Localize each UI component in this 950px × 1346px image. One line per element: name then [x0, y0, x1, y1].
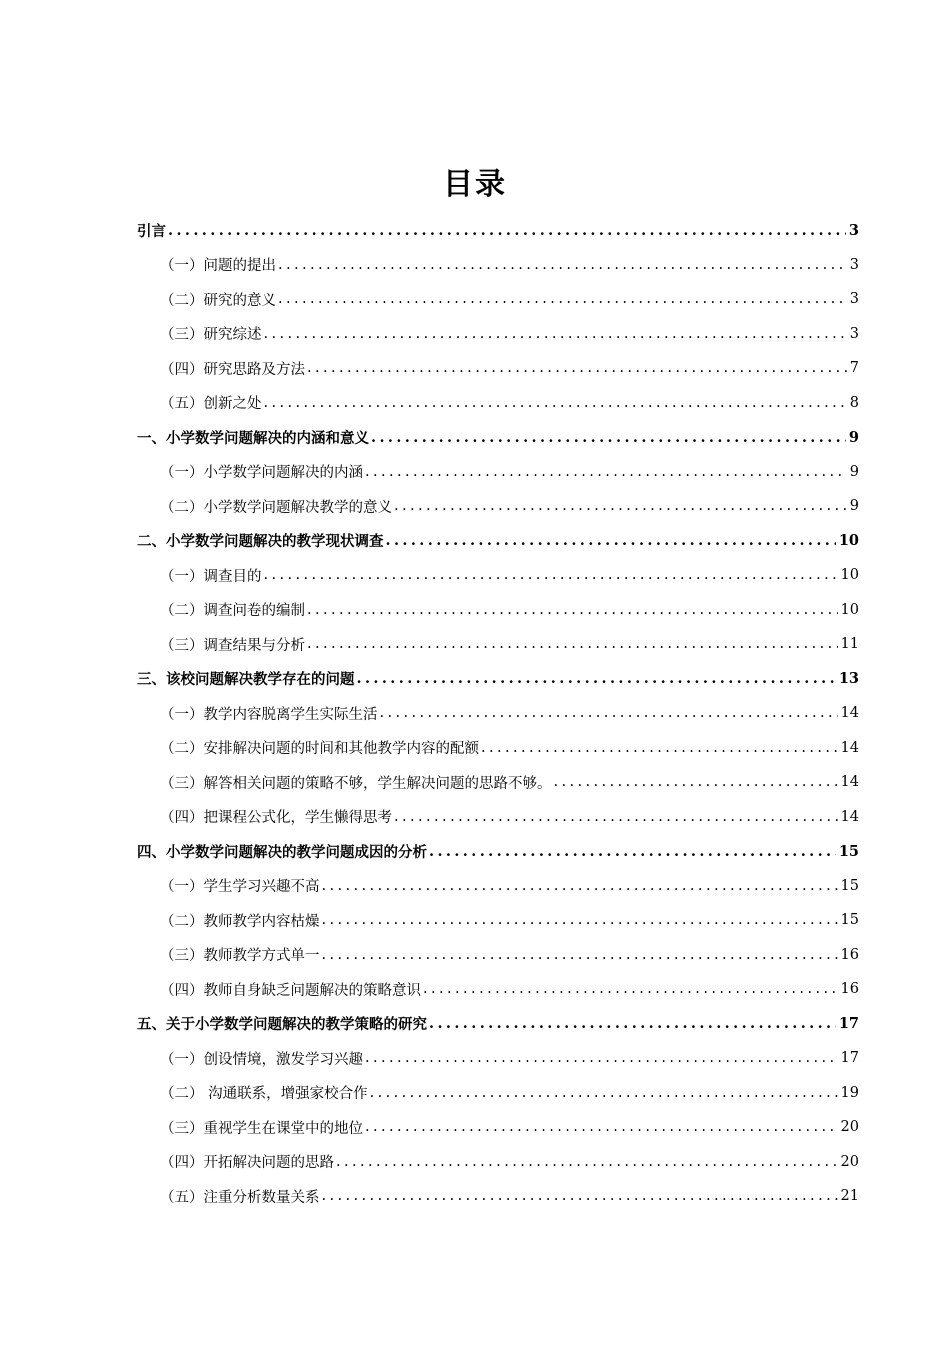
toc-entry-page-number: 9 [848, 428, 859, 446]
toc-entry-label: （二）调查问卷的编制 [160, 603, 305, 620]
toc-entry-label: 三、该校问题解决教学存在的问题 [137, 671, 355, 689]
toc-entry-page-number: 15 [838, 842, 859, 860]
toc-dot-leader [365, 1050, 838, 1066]
toc-section-entry[interactable] [0, 1145, 859, 1180]
toc-entry-page-number: 8 [849, 394, 859, 411]
toc-entry-page-number: 3 [849, 291, 859, 308]
toc-entry-label: （二） 沟通联系，增强家校合作 [160, 1086, 368, 1103]
toc-chapter-entry[interactable] [0, 834, 859, 869]
toc-entry-page-number: 10 [838, 532, 859, 550]
toc-dot-leader [386, 532, 836, 549]
toc-dot-leader [264, 326, 847, 342]
toc-entry-label: （三）研究综述 [160, 327, 262, 344]
toc-entry-label: （二）小学数学问题解决教学的意义 [160, 499, 392, 516]
toc-entry-page-number: 14 [840, 774, 859, 791]
toc-entry-label: 四、小学数学问题解决的教学问题成因的分析 [137, 843, 427, 861]
toc-entry-label: （二）教师教学内容枯燥 [160, 913, 320, 930]
toc-entry-label: 引言 [137, 222, 166, 240]
toc-entry-page-number: 16 [840, 946, 859, 963]
toc-entry-page-number: 16 [840, 981, 859, 998]
toc-entry-label: （一）教学内容脱离学生实际生活 [160, 706, 378, 723]
toc-section-entry[interactable] [0, 1179, 859, 1214]
toc-entry-page-number: 10 [840, 567, 859, 584]
toc-section-entry[interactable] [0, 386, 859, 421]
toc-entry-page-number: 21 [840, 1188, 859, 1205]
toc-entry-page-number: 14 [840, 808, 859, 825]
toc-section-entry[interactable] [0, 972, 859, 1007]
toc-entry-label: （一）调查目的 [160, 568, 262, 585]
toc-chapter-entry[interactable] [0, 213, 859, 248]
toc-entry-label: （四）教师自身缺乏问题解决的策略意识 [160, 982, 421, 999]
toc-entry-page-number: 19 [840, 1084, 859, 1101]
toc-section-entry[interactable] [0, 696, 859, 731]
toc-section-entry[interactable] [0, 558, 859, 593]
toc-entry-label: （五）创新之处 [160, 396, 262, 413]
toc-entry-label: （三）教师教学方式单一 [160, 948, 320, 965]
toc-section-entry[interactable] [0, 282, 859, 317]
toc-dot-leader [365, 1119, 838, 1135]
toc-chapter-entry[interactable] [0, 420, 859, 455]
toc-section-entry[interactable] [0, 317, 859, 352]
toc-entry-page-number: 17 [840, 1050, 859, 1067]
toc-dot-leader [554, 774, 838, 790]
toc-entry-label: （一）学生学习兴趣不高 [160, 879, 320, 896]
toc-dot-leader [370, 1085, 838, 1101]
toc-section-entry[interactable] [0, 489, 859, 524]
toc-dot-leader [307, 360, 847, 376]
toc-dot-leader [357, 670, 836, 687]
toc-section-entry[interactable] [0, 248, 859, 283]
toc-entry-page-number: 9 [849, 498, 859, 515]
toc-entry-label: （二）研究的意义 [160, 292, 276, 309]
toc-title: 目录 [443, 167, 507, 203]
toc-list [0, 213, 950, 1214]
toc-section-entry[interactable] [0, 1041, 859, 1076]
toc-section-entry[interactable] [0, 800, 859, 835]
toc-entry-label: （三）解答相关问题的策略不够，学生解决问题的思路不够。 [160, 775, 552, 792]
toc-entry-page-number: 15 [840, 877, 859, 894]
toc-dot-leader [322, 947, 838, 963]
toc-dot-leader [336, 1154, 838, 1170]
toc-entry-label: 五、关于小学数学问题解决的教学策略的研究 [137, 1016, 427, 1034]
toc-section-entry[interactable] [0, 938, 859, 973]
toc-entry-page-number: 3 [849, 325, 859, 342]
toc-dot-leader [481, 740, 838, 756]
toc-entry-page-number: 9 [849, 463, 859, 480]
toc-section-entry[interactable] [0, 627, 859, 662]
toc-dot-leader [322, 878, 838, 894]
toc-dot-leader [394, 809, 838, 825]
toc-entry-label: （一）小学数学问题解决的内涵 [160, 465, 363, 482]
toc-dot-leader [307, 636, 838, 652]
toc-chapter-entry[interactable] [0, 524, 859, 559]
toc-dot-leader [371, 429, 846, 446]
toc-entry-label: （二）安排解决问题的时间和其他教学内容的配额 [160, 741, 479, 758]
toc-section-entry[interactable] [0, 765, 859, 800]
toc-dot-leader [394, 498, 847, 514]
toc-chapter-entry[interactable] [0, 1007, 859, 1042]
toc-dot-leader [278, 257, 847, 273]
toc-section-entry[interactable] [0, 351, 859, 386]
toc-section-entry[interactable] [0, 1076, 859, 1111]
toc-entry-page-number: 3 [848, 221, 859, 239]
toc-section-entry[interactable] [0, 593, 859, 628]
toc-entry-page-number: 20 [840, 1153, 859, 1170]
toc-entry-page-number: 14 [840, 705, 859, 722]
toc-dot-leader [322, 1188, 838, 1204]
toc-entry-page-number: 3 [849, 256, 859, 273]
toc-entry-label: 一、小学数学问题解决的内涵和意义 [137, 429, 369, 447]
toc-entry-page-number: 20 [840, 1119, 859, 1136]
toc-entry-page-number: 13 [838, 670, 859, 688]
toc-dot-leader [278, 291, 847, 307]
toc-entry-label: （一）创设情境，激发学习兴趣 [160, 1051, 363, 1068]
toc-entry-label: 二、小学数学问题解决的教学现状调查 [137, 533, 384, 551]
toc-entry-label: （一）问题的提出 [160, 258, 276, 275]
toc-dot-leader [264, 567, 838, 583]
toc-entry-page-number: 10 [840, 601, 859, 618]
toc-entry-label: （三）重视学生在课堂中的地位 [160, 1120, 363, 1137]
toc-chapter-entry[interactable] [0, 662, 859, 697]
toc-dot-leader [307, 602, 838, 618]
toc-dot-leader [380, 705, 838, 721]
toc-entry-page-number: 7 [849, 360, 859, 377]
toc-section-entry[interactable] [0, 1110, 859, 1145]
toc-section-entry[interactable] [0, 869, 859, 904]
toc-entry-label: （四）把课程公式化，学生懒得思考 [160, 810, 392, 827]
toc-section-entry[interactable] [0, 731, 859, 766]
toc-dot-leader [264, 395, 847, 411]
toc-section-entry[interactable] [0, 903, 859, 938]
toc-section-entry[interactable] [0, 455, 859, 490]
toc-entry-page-number: 15 [840, 912, 859, 929]
toc-entry-label: （三）调查结果与分析 [160, 637, 305, 654]
toc-dot-leader [429, 843, 836, 860]
toc-dot-leader [322, 912, 838, 928]
toc-entry-page-number: 14 [840, 739, 859, 756]
toc-entry-page-number: 11 [840, 636, 859, 653]
toc-entry-label: （四）开拓解决问题的思路 [160, 1155, 334, 1172]
toc-dot-leader [365, 464, 847, 480]
toc-dot-leader [423, 981, 838, 997]
toc-entry-page-number: 17 [838, 1015, 859, 1033]
toc-entry-label: （五）注重分析数量关系 [160, 1189, 320, 1206]
toc-entry-label: （四）研究思路及方法 [160, 361, 305, 378]
toc-dot-leader [168, 222, 846, 239]
toc-dot-leader [429, 1015, 836, 1032]
